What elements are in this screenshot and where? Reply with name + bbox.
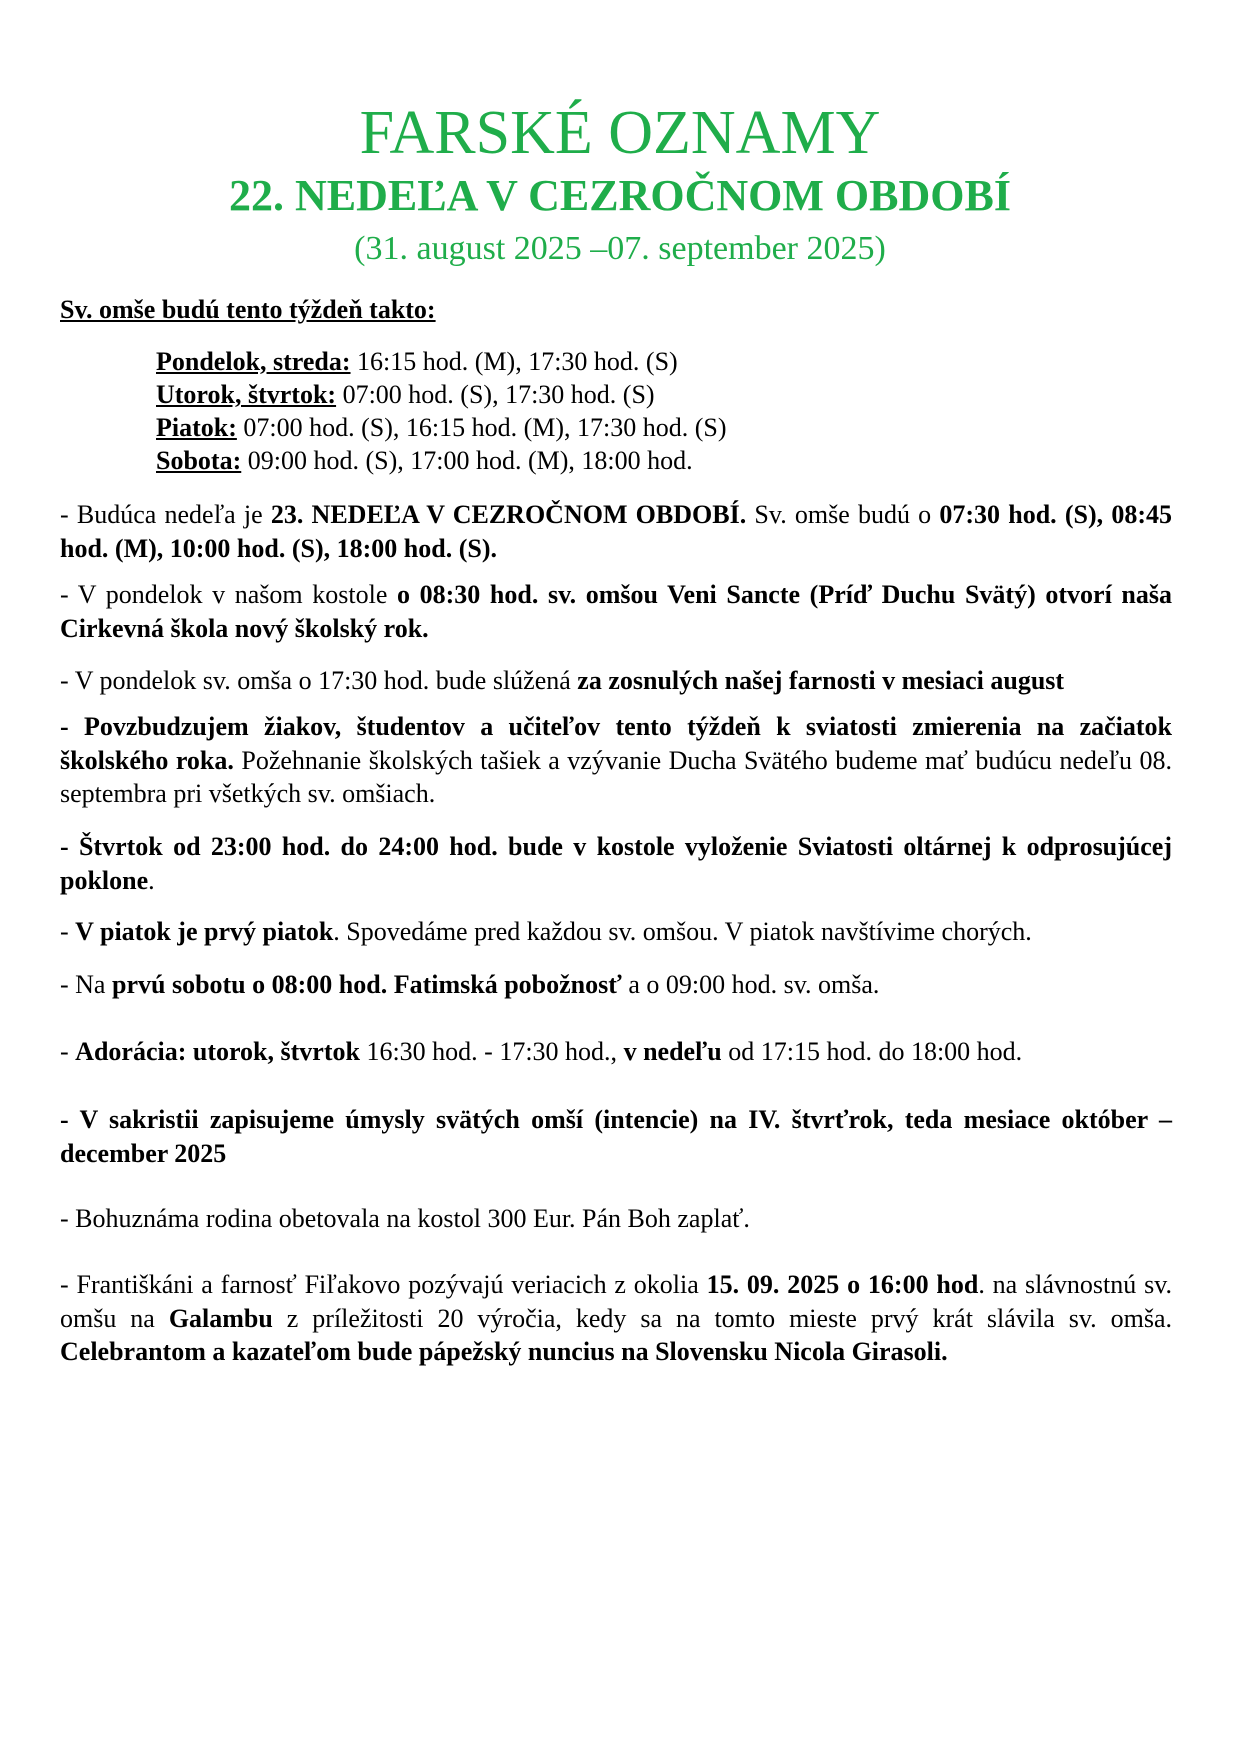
text-run: - Na bbox=[60, 970, 112, 999]
text-run: Sv. omše budú o bbox=[746, 500, 940, 529]
bold-run: 07:30 hod. (S), 08:45 hod. (M), 10:00 hod. (S), 18:00 hod. (S). bbox=[60, 500, 1173, 563]
schedule-times: 07:00 hod. (S), 17:30 hod. (S) bbox=[336, 380, 655, 409]
bold-run: prvú sobotu o 08:00 hod. Fatimská pobožnosť bbox=[111, 970, 622, 999]
text-run: . Spovedáme pred každou sv. omšou. V piatok navštívime chorých. bbox=[333, 917, 1032, 946]
bold-run: o 08:30 hod. sv. omšou Veni Sancte (Príď Duchu Svätý) otvorí naša Cirkevná škola nový školský rok. bbox=[60, 580, 1172, 643]
schedule-times: 09:00 hod. (S), 17:00 hod. (M), 18:00 hod. bbox=[241, 446, 693, 475]
bold-run: za zosnulých našej farnosti v mesiaci august bbox=[577, 666, 1065, 695]
page-subtitle: 22. NEDEĽA V CEZROČNOM OBDOBÍ bbox=[229, 171, 1011, 220]
bold-run: Celebrantom a kazateľom bude pápežský nuncius na Slovensku Nicola Girasoli. bbox=[60, 1337, 948, 1366]
text-run: z príležitosti 20 výročia, kedy sa na tomto mieste prvý krát slávila sv. omša. bbox=[272, 1303, 1172, 1333]
bold-run: - Povzbudzujem žiakov, študentov a učiteľov tento týždeň k sviatosti zmierenia na začiatok školského roka. bbox=[60, 712, 1172, 775]
text-run: od 17:15 hod. do 18:00 hod. bbox=[721, 1037, 1023, 1066]
announcement-next-sunday bbox=[60, 498, 1172, 565]
schedule-times: 16:15 hod. (M), 17:30 hod. (S) bbox=[350, 347, 678, 376]
announcement-monday-mass bbox=[60, 664, 1172, 698]
text-run: . bbox=[148, 865, 155, 895]
announcement-galamb-mass bbox=[60, 1268, 1172, 1369]
text-run: Požehnanie školských tašiek a vzývanie Ducha Svätého budeme mať budúcu nedeľu 08. septembra pri všetkých sv. omšiach. bbox=[60, 745, 1172, 808]
page-title: FARSKÉ OZNAMY bbox=[359, 99, 881, 167]
bold-run: 15. 09. 2025 o 16:00 hod bbox=[706, 1270, 979, 1299]
bold-run: Adorácia: utorok, štvrtok bbox=[75, 1037, 360, 1066]
bold-run: Galambu bbox=[168, 1303, 273, 1333]
date-range: (31. august 2025 –07. september 2025) bbox=[354, 230, 886, 267]
announcement-confession bbox=[60, 710, 1172, 811]
text-run: 16:30 hod. - 17:30 hod., bbox=[359, 1037, 624, 1066]
announcement-first-saturday bbox=[60, 968, 1172, 1002]
announcement-adoration bbox=[60, 1035, 1172, 1069]
schedule-row bbox=[156, 378, 655, 411]
announcement-adoration-thursday bbox=[60, 830, 1172, 897]
schedule-day: Sobota: bbox=[156, 446, 242, 475]
schedule-row bbox=[156, 411, 727, 444]
bold-run: - V sakristii zapisujeme úmysly svätých omší (intencie) na IV. štvrťrok, teda mesiace október – december 2025 bbox=[60, 1105, 1172, 1168]
text-run: - bbox=[60, 1037, 76, 1066]
schedule-row bbox=[156, 345, 678, 378]
schedule-heading: Sv. omše budú tento týždeň takto: bbox=[60, 295, 436, 324]
schedule-day: Utorok, štvrtok: bbox=[156, 380, 337, 409]
schedule-row bbox=[156, 444, 693, 477]
text-run: - Budúca nedeľa je bbox=[60, 500, 271, 529]
bold-run: 23. NEDEĽA V CEZROČNOM OBDOBÍ. bbox=[270, 500, 747, 529]
text-run: . na slávnostnú sv. omšu na bbox=[60, 1270, 1173, 1333]
text-run: - Bohuznáma rodina obetovala na kostol 300 Eur. Pán Boh zaplať. bbox=[60, 1204, 750, 1233]
schedule-day: Pondelok, streda: bbox=[156, 347, 351, 376]
text-run: - Františkáni a farnosť Fiľakovo pozývajú veriacich z okolia bbox=[60, 1270, 707, 1299]
announcement-donation bbox=[60, 1202, 1172, 1236]
bold-run: V piatok je prvý piatok bbox=[75, 917, 334, 946]
text-run: - bbox=[60, 917, 76, 946]
schedule-day: Piatok: bbox=[156, 413, 237, 442]
announcement-mass-intentions bbox=[60, 1103, 1172, 1170]
text-run: a o 09:00 hod. sv. omša. bbox=[621, 970, 880, 999]
announcement-first-friday bbox=[60, 915, 1172, 949]
bold-run: - Štvrtok od 23:00 hod. do 24:00 hod. bude v kostole vyloženie Sviatosti oltárnej k odprosujúcej poklone bbox=[60, 832, 1172, 895]
announcement-school-year bbox=[60, 578, 1172, 645]
schedule-times: 07:00 hod. (S), 16:15 hod. (M), 17:30 hod. (S) bbox=[236, 413, 727, 442]
text-run: - V pondelok v našom kostole bbox=[60, 580, 397, 609]
text-run: - V pondelok sv. omša o 17:30 hod. bude slúžená bbox=[60, 666, 578, 695]
bold-run: v nedeľu bbox=[623, 1037, 722, 1066]
